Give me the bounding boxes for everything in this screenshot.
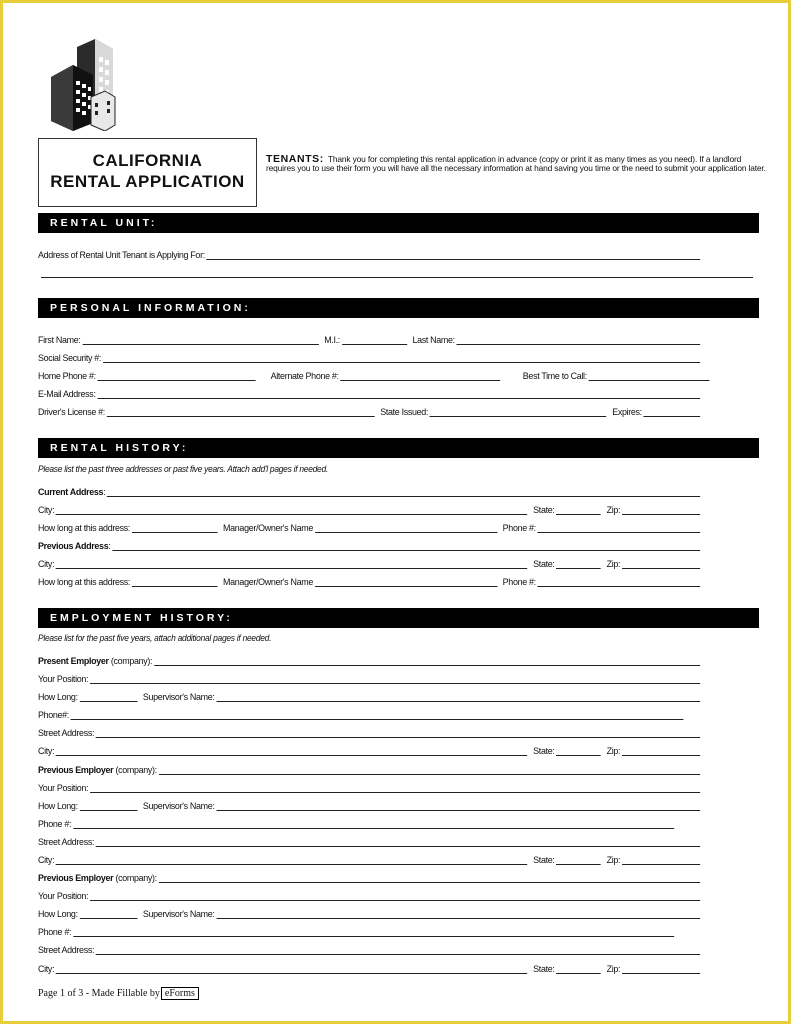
- present-how-long-field[interactable]: [80, 701, 138, 702]
- previous-state-field-2[interactable]: [556, 973, 601, 974]
- previous-street-row-1: Street Address:: [38, 835, 706, 849]
- previous-street-field-1[interactable]: [96, 846, 700, 847]
- last-name-field[interactable]: [457, 344, 700, 345]
- buildings-logo-icon: [47, 35, 117, 131]
- previous-manager-field[interactable]: [315, 586, 497, 587]
- present-position-row: Your Position:: [38, 672, 706, 686]
- previous-how-long-field[interactable]: [132, 586, 218, 587]
- previous-position-field-2[interactable]: [90, 900, 700, 901]
- previous-employer-row-1: Previous Employer (company):: [38, 763, 706, 777]
- present-position-field[interactable]: [90, 683, 700, 684]
- current-state-field[interactable]: [556, 514, 601, 515]
- previous-how-long-field-2[interactable]: [80, 918, 138, 919]
- expires-field[interactable]: [644, 416, 700, 417]
- first-name-field[interactable]: [82, 344, 318, 345]
- rental-history-note: Please list the past three addresses or past five years. Attach add'l pages if needed.: [38, 463, 328, 474]
- alternate-phone-field[interactable]: [341, 380, 501, 381]
- current-address-row: Current Address:: [38, 485, 706, 499]
- previous-phone-field-1[interactable]: [73, 828, 674, 829]
- present-city-field[interactable]: [56, 755, 527, 756]
- previous-duration-row: How long at this address: Manager/Owner's Name Phone #:: [38, 575, 706, 589]
- previous-city-row-2: City: State: Zip:: [38, 962, 706, 976]
- previous-city-field-2[interactable]: [56, 973, 527, 974]
- email-row: E-Mail Address:: [38, 387, 706, 401]
- tenants-intro: TENANTS: Thank you for completing this rental application in advance (copy or print it as many times as you need). If a landlord requires you to use their form you will have all the necessary information at hand saving you time or the need to submit your application later.: [266, 153, 766, 173]
- previous-phone-field[interactable]: [538, 586, 701, 587]
- present-state-field[interactable]: [556, 755, 601, 756]
- drivers-license-field[interactable]: [107, 416, 375, 417]
- present-zip-field[interactable]: [622, 755, 700, 756]
- rental-address-row: Address of Rental Unit Tenant is Applying For:: [38, 248, 706, 262]
- previous-howlong-row-2: How Long: Supervisor's Name:: [38, 907, 706, 921]
- present-street-row: Street Address:: [38, 726, 706, 740]
- previous-street-row-2: Street Address:: [38, 943, 706, 957]
- previous-position-row-2: Your Position:: [38, 889, 706, 903]
- present-phone-row: Phone#:: [38, 708, 706, 722]
- present-city-row: City: State: Zip:: [38, 744, 706, 758]
- ssn-row: Social Security #:: [38, 351, 706, 365]
- previous-state-field[interactable]: [556, 568, 601, 569]
- previous-supervisor-field-2[interactable]: [216, 918, 700, 919]
- phone-row: Home Phone #: Alternate Phone #: Best Time to Call:: [38, 369, 706, 383]
- previous-zip-field[interactable]: [622, 568, 700, 569]
- eforms-brand-link[interactable]: eForms: [161, 987, 199, 1000]
- section-employment-history: EMPLOYMENT HISTORY:: [38, 608, 759, 628]
- previous-address-field[interactable]: [112, 550, 700, 551]
- present-employer-row: Present Employer (company):: [38, 654, 706, 668]
- previous-city-row-1: City: State: Zip:: [38, 853, 706, 867]
- present-employer-field[interactable]: [154, 665, 700, 666]
- previous-city-field[interactable]: [56, 568, 527, 569]
- section-rental-history: RENTAL HISTORY:: [38, 438, 759, 458]
- rental-address-field-2[interactable]: [41, 277, 753, 278]
- previous-phone-row-2: Phone #:: [38, 925, 706, 939]
- previous-street-field-2[interactable]: [96, 954, 700, 955]
- previous-phone-row-1: Phone #:: [38, 817, 706, 831]
- present-phone-field[interactable]: [71, 719, 684, 720]
- current-city-field[interactable]: [56, 514, 527, 515]
- previous-how-long-field-1[interactable]: [80, 810, 138, 811]
- previous-zip-field-1[interactable]: [622, 864, 700, 865]
- previous-city-row: City: State: Zip:: [38, 557, 706, 571]
- middle-initial-field[interactable]: [342, 344, 407, 345]
- state-issued-field[interactable]: [430, 416, 607, 417]
- previous-zip-field-2[interactable]: [622, 973, 700, 974]
- best-time-field[interactable]: [589, 380, 710, 381]
- form-title: CALIFORNIA RENTAL APPLICATION: [38, 138, 257, 207]
- previous-howlong-row-1: How Long: Supervisor's Name:: [38, 799, 706, 813]
- section-personal-information: PERSONAL INFORMATION:: [38, 298, 759, 318]
- current-manager-field[interactable]: [315, 532, 497, 533]
- previous-employer-field-2[interactable]: [159, 882, 700, 883]
- current-duration-row: How long at this address: Manager/Owner's Name Phone #:: [38, 521, 706, 535]
- rental-address-field[interactable]: [207, 259, 700, 260]
- present-street-field[interactable]: [96, 737, 700, 738]
- page-footer: Page 1 of 3 - Made Fillable by eForms: [38, 988, 199, 999]
- ssn-field[interactable]: [103, 362, 700, 363]
- email-field[interactable]: [97, 398, 700, 399]
- previous-supervisor-field-1[interactable]: [216, 810, 700, 811]
- previous-phone-field-2[interactable]: [73, 936, 674, 937]
- current-address-field[interactable]: [107, 496, 700, 497]
- previous-city-field-1[interactable]: [56, 864, 527, 865]
- previous-address-row: Previous Address:: [38, 539, 706, 553]
- previous-employer-row-2: Previous Employer (company):: [38, 871, 706, 885]
- present-howlong-row: How Long: Supervisor's Name:: [38, 690, 706, 704]
- employment-history-note: Please list for the past five years, attach additional pages if needed.: [38, 632, 272, 643]
- previous-position-field-1[interactable]: [90, 792, 700, 793]
- license-row: Driver's License #: State Issued: Expires:: [38, 405, 706, 419]
- current-zip-field[interactable]: [622, 514, 700, 515]
- home-phone-field[interactable]: [98, 380, 256, 381]
- current-city-row: City: State: Zip:: [38, 503, 706, 517]
- previous-position-row-1: Your Position:: [38, 781, 706, 795]
- previous-state-field-1[interactable]: [556, 864, 601, 865]
- current-phone-field[interactable]: [538, 532, 701, 533]
- current-how-long-field[interactable]: [132, 532, 218, 533]
- present-supervisor-field[interactable]: [216, 701, 700, 702]
- section-rental-unit: RENTAL UNIT:: [38, 213, 759, 233]
- name-row: First Name: M.I.: Last Name:: [38, 333, 706, 347]
- previous-employer-field-1[interactable]: [159, 774, 700, 775]
